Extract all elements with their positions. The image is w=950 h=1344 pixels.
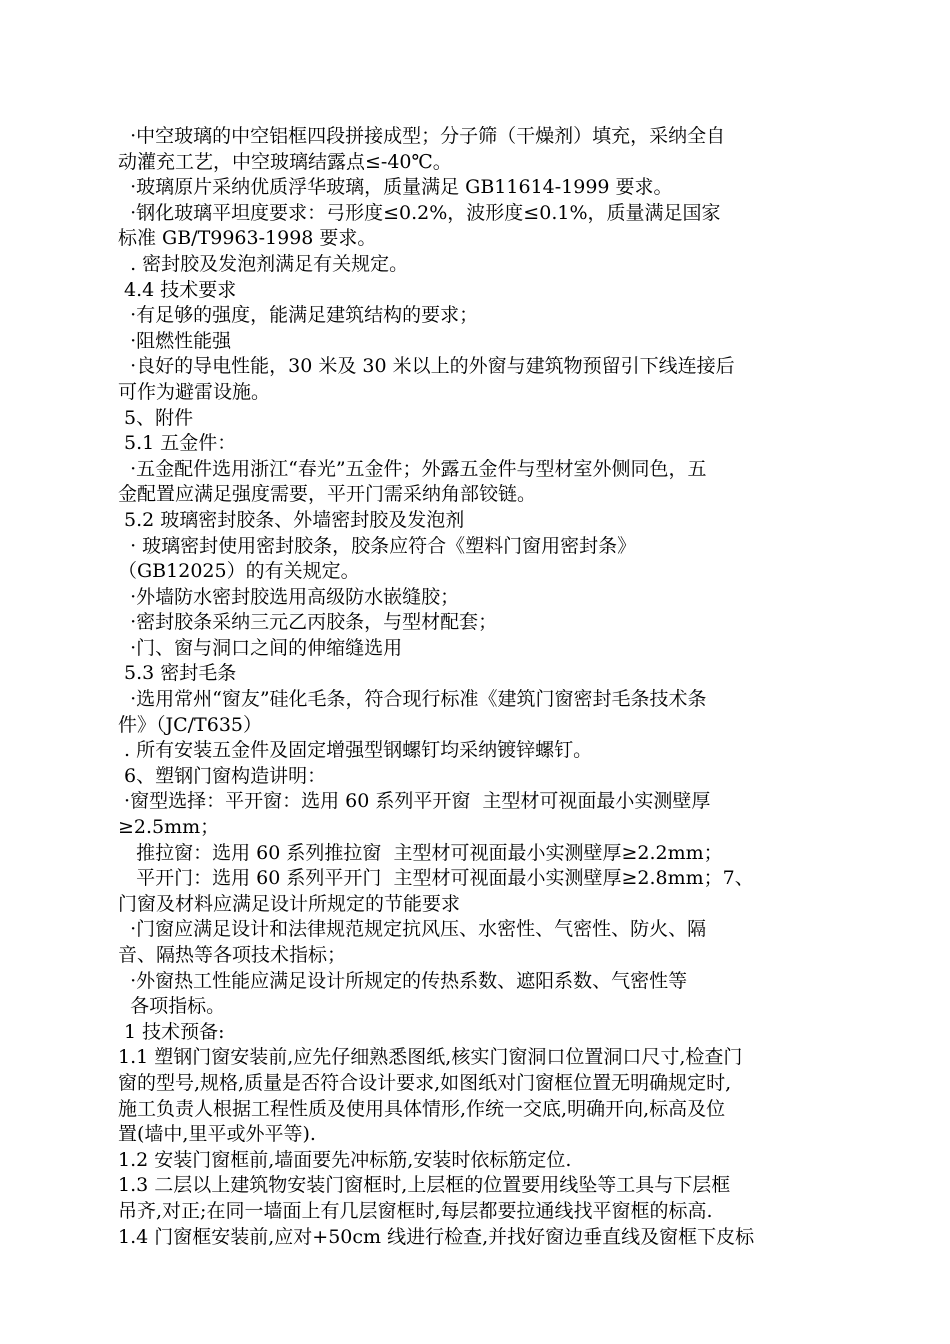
text-line: 动灌充工艺，中空玻璃结露点≤-40℃。 — [118, 150, 452, 173]
text-line: 1.3 二层以上建筑物安装门窗框时,上层框的位置要用线坠等工具与下层框 — [118, 1174, 731, 1197]
text-line: 金配置应满足强度需要，平开门需采纳角部铰链。 — [118, 483, 537, 506]
document-body — [118, 124, 834, 1250]
text-line: ·选用常州“窗友”硅化毛条，符合现行标准《建筑门窗密封毛条技术条 — [118, 688, 707, 711]
text-line: . 密封胶及发泡剂满足有关规定。 — [118, 252, 409, 275]
text-line: ·钢化玻璃平坦度要求：弓形度≤0.2%，波形度≤0.1%，质量满足国家 — [118, 201, 721, 224]
text-line: ·玻璃原片采纳优质浮华玻璃，质量满足 GB11614-1999 要求。 — [118, 176, 673, 199]
text-line: ·密封胶条采纳三元乙丙胶条，与型材配套； — [118, 611, 498, 634]
text-line: 1.4 门窗框安装前,应对+50cm 线进行检查,并找好窗边垂直线及窗框下皮标 — [118, 1225, 755, 1248]
text-line: 标准 GB/T9963-1998 要求。 — [118, 227, 377, 250]
section-heading: 5.2 玻璃密封胶条、外墙密封胶及发泡剂 — [118, 508, 465, 531]
text-line: ·中空玻璃的中空铝框四段拼接成型；分子筛（干燥剂）填充，采纳全自 — [118, 125, 726, 147]
text-line: ·良好的导电性能，30 米及 30 米以上的外窗与建筑物预留引下线连接后 — [118, 355, 735, 378]
text-line: 1.2 安装门窗框前,墙面要先冲标筋,安装时依标筋定位. — [118, 1148, 572, 1171]
text-line: 窗的型号,规格,质量是否符合设计要求,如图纸对门窗框位置无明确规定时, — [118, 1071, 732, 1094]
text-line: 平开门：选用 60 系列平开门 主型材可视面最小实测壁厚≥2.8mm；7、 — [118, 867, 754, 890]
text-line: 置(墙中,里平或外平等). — [118, 1123, 316, 1146]
text-line: 音、隔热等各项技术指标； — [118, 944, 347, 966]
text-line: ·五金配件选用浙江“春光”五金件；外露五金件与型材室外侧同色，五 — [118, 457, 707, 480]
section-heading: 5、附件 — [118, 406, 194, 429]
text-line: 可作为避雷设施。 — [118, 380, 271, 403]
text-line: ·窗型选择：平开窗：选用 60 系列平开窗 主型材可视面最小实测壁厚 — [118, 790, 711, 813]
text-line: 件》（JC/T635） — [118, 713, 262, 736]
text-line: （GB12025）的有关规定。 — [118, 560, 360, 583]
text-line: ·外墙防水密封胶选用高级防水嵌缝胶； — [118, 585, 460, 608]
section-heading: 1 技术预备: — [118, 1020, 225, 1043]
text-line: ·有足够的强度，能满足建筑结构的要求； — [118, 304, 479, 327]
section-heading: 5.1 五金件： — [118, 432, 237, 455]
section-heading: 6、塑钢门窗构造讲明： — [118, 764, 327, 787]
text-line: ·外窗热工性能应满足设计所规定的传热系数、遮阳系数、气密性等 — [118, 969, 688, 992]
text-line: ≥2.5mm； — [118, 816, 220, 839]
text-line: . 所有安装五金件及固定增强型钢螺钉均采纳镀锌螺钉。 — [118, 739, 593, 762]
text-line: 各项指标。 — [118, 995, 226, 1018]
text-line: 施工负责人根据工程性质及使用具体情形,作统一交底,明确开向,标高及位 — [118, 1097, 726, 1120]
text-line: 1.1 塑钢门窗安装前,应先仔细熟悉图纸,核实门窗洞口位置洞口尺寸,检查门 — [118, 1046, 743, 1069]
text-line: ·门、窗与洞口之间的伸缩缝选用 — [118, 636, 403, 659]
section-heading: 4.4 技术要求 — [118, 278, 237, 301]
text-line: 门窗及材料应满足设计所规定的节能要求 — [118, 892, 461, 915]
text-line: 推拉窗：选用 60 系列推拉窗 主型材可视面最小实测壁厚≥2.2mm； — [118, 841, 723, 864]
text-line: ·阻燃性能强 — [118, 329, 232, 352]
text-line: ·门窗应满足设计和法律规范规定抗风压、水密性、气密性、防火、隔 — [118, 918, 707, 941]
text-line: · 玻璃密封使用密封胶条，胶条应符合《塑料门窗用密封条》 — [118, 534, 637, 557]
text-line: 吊齐,对正;在同一墙面上有几层窗框时,每层都要拉通线找平窗框的标高. — [118, 1199, 713, 1222]
section-heading: 5.3 密封毛条 — [118, 662, 237, 685]
